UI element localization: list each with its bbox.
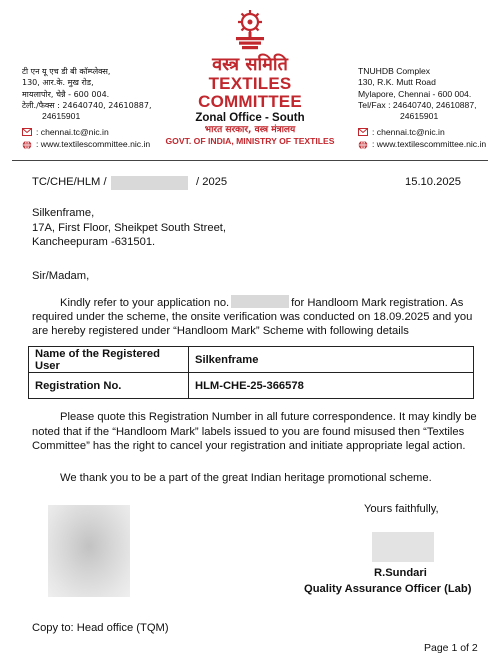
email-row [22,126,172,138]
paragraph-line [32,295,472,310]
table-cell-value: Silkenframe [189,347,474,373]
page-number: Page 1 of 2 [424,642,478,654]
address-line: टेली./फैक्स : 24640740, 24610887, [22,100,152,110]
paragraph-line: Committee” has the right to cancel your registration and initiate appropriate legal action. [32,440,466,452]
copy-to: Copy to: Head office (TQM) [32,622,169,634]
address-line: 130, R.K. Mutt Road [358,77,436,88]
address-line: Mylapore, Chennai - 600 004. [358,88,472,99]
address-line: TNUHDB Complex [358,66,431,76]
header-left-address [22,66,172,150]
paragraph-notice [32,410,477,454]
table-row [29,347,474,373]
reference-suffix: / 2025 [196,176,228,188]
web-text[interactable]: : www.textilescommittee.nic.in [36,138,151,149]
paragraph-registration [32,295,472,339]
address-line: 17A, First Floor, Sheikpet South Street, [32,221,227,234]
redacted-signature [372,532,434,562]
address-line: Silkenframe, [32,207,95,219]
redacted-application-number [231,295,289,308]
text-segment: Kindly refer to your application no. [60,297,230,309]
email-row [358,126,498,138]
address-line: मायलापोर, चेन्नै - 600 004. [22,89,110,99]
email-text[interactable]: : chennai.tc@nic.in [36,126,109,137]
header-right-address [358,66,498,150]
email-icon [358,128,368,137]
closing: Yours faithfully, [364,503,439,515]
table-row [29,373,474,399]
table-cell-label: Name of the Registered User [29,347,189,373]
salutation: Sir/Madam, [32,270,90,282]
address-line: 130, आर.के. मुख रोड, [22,78,94,88]
header-divider [12,160,488,161]
paragraph-line: noted that if the “Handloom Mark” labels issued to you are found misused then “Textiles [32,425,465,438]
header-center [160,8,340,147]
web-row [358,138,498,150]
table-cell-value: HLM-CHE-25-366578 [189,373,474,399]
textiles-committee-logo [230,8,270,54]
gov-english: GOVT. OF INDIA, MINISTRY OF TEXTILES [165,136,335,146]
zonal-office: Zonal Office - South [195,112,305,124]
address-line: 24615901 [42,111,81,122]
text-segment: for Handloom Mark registration. As [291,297,464,309]
blurred-photo [48,505,130,597]
table-cell-label: Registration No. [29,373,189,399]
contact-block [22,126,172,150]
recipient-address [32,206,332,250]
org-name-english: TEXTILES COMMITTEE [198,74,302,111]
redacted-reference-number [111,176,188,190]
registration-details-table [28,346,474,399]
web-globe-icon [358,140,368,149]
gov-hindi: भारत सरकार, वस्त्र मंत्रालय [204,125,296,135]
web-row [22,138,172,150]
email-icon [22,128,32,137]
web-globe-icon [22,140,32,149]
email-text[interactable]: : chennai.tc@nic.in [372,126,445,137]
paragraph-line: required under the scheme, the onsite verification was conducted on 18.09.2025 and you [32,310,473,323]
paragraph-line: are hereby registered under “Handloom Mark” Scheme with following details [32,325,409,337]
letter-date: 15.10.2025 [405,176,461,188]
signatory-title: Quality Assurance Officer (Lab) [304,583,472,595]
address-line: Kancheepuram -631501. [32,236,156,248]
contact-block [358,126,498,150]
paragraph-line: Please quote this Registration Number in all future correspondence. It may kindly be [60,411,477,423]
address-line: Tel/Fax : 24640740, 24610887, [358,99,477,110]
web-text[interactable]: : www.textilescommittee.nic.in [372,138,487,149]
address-line: टी एन यू एच डी बी कॉम्प्लेक्स, [22,67,111,76]
signatory-name: R.Sundari [374,567,427,579]
reference-prefix: TC/CHE/HLM / [32,176,107,188]
paragraph-thanks: We thank you to be a part of the great Indian heritage promotional scheme. [60,472,432,484]
org-name-hindi: वस्त्र समिति [212,54,288,75]
address-line: 24615901 [400,111,439,122]
